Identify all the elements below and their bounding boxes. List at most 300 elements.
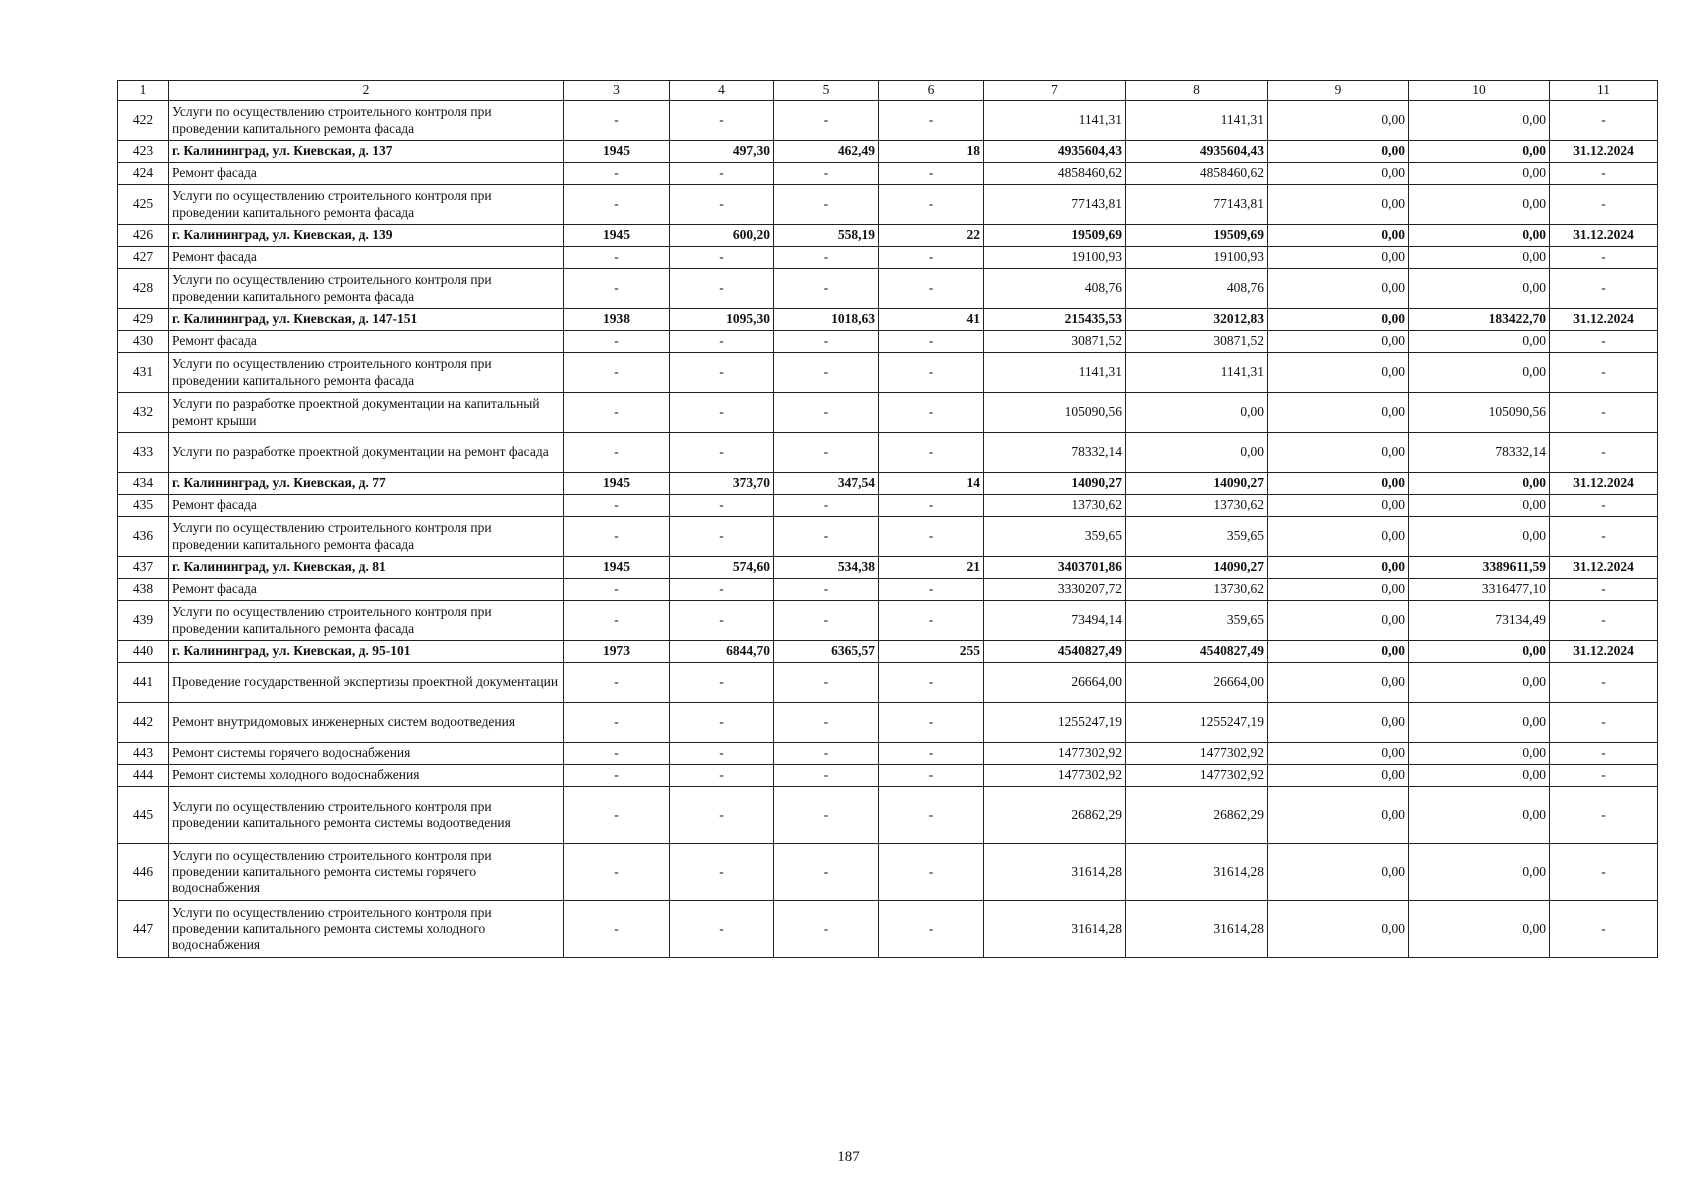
- column-8-cell: 408,76: [1126, 269, 1268, 309]
- column-11-cell: -: [1550, 331, 1658, 353]
- column-4-cell: 373,70: [670, 473, 774, 495]
- table-row: [118, 743, 1658, 765]
- column-7-cell: 19100,93: [984, 247, 1126, 269]
- column-11-cell: -: [1550, 185, 1658, 225]
- column-6-cell: -: [879, 844, 984, 901]
- column-6-cell: 22: [879, 225, 984, 247]
- column-9-cell: 0,00: [1268, 579, 1409, 601]
- row-number-cell: 430: [118, 331, 169, 353]
- column-10-cell: 0,00: [1409, 663, 1550, 703]
- column-9-cell: 0,00: [1268, 517, 1409, 557]
- column-5-cell: 6365,57: [774, 641, 879, 663]
- column-7-cell: 1141,31: [984, 101, 1126, 141]
- row-number-cell: 445: [118, 787, 169, 844]
- column-5-cell: -: [774, 844, 879, 901]
- row-number-cell: 431: [118, 353, 169, 393]
- column-4-cell: -: [670, 663, 774, 703]
- column-5-cell: 347,54: [774, 473, 879, 495]
- column-7-cell: 26664,00: [984, 663, 1126, 703]
- column-10-cell: 0,00: [1409, 495, 1550, 517]
- column-4-cell: 1095,30: [670, 309, 774, 331]
- column-9-cell: 0,00: [1268, 247, 1409, 269]
- column-number-9: 9: [1268, 81, 1409, 101]
- row-number-cell: 428: [118, 269, 169, 309]
- column-9-cell: 0,00: [1268, 473, 1409, 495]
- column-3-cell: -: [564, 787, 670, 844]
- column-5-cell: -: [774, 601, 879, 641]
- column-3-cell: 1945: [564, 141, 670, 163]
- column-3-cell: -: [564, 331, 670, 353]
- column-6-cell: -: [879, 787, 984, 844]
- column-10-cell: 0,00: [1409, 765, 1550, 787]
- column-5-cell: 534,38: [774, 557, 879, 579]
- column-6-cell: -: [879, 101, 984, 141]
- column-6-cell: 18: [879, 141, 984, 163]
- column-8-cell: 14090,27: [1126, 557, 1268, 579]
- description-cell: Услуги по осуществлению строительного контроля при проведении капитального ремонта фасада: [169, 269, 564, 309]
- column-6-cell: 14: [879, 473, 984, 495]
- column-number-6: 6: [879, 81, 984, 101]
- column-8-cell: 4858460,62: [1126, 163, 1268, 185]
- column-3-cell: -: [564, 703, 670, 743]
- column-8-cell: 0,00: [1126, 393, 1268, 433]
- column-4-cell: 600,20: [670, 225, 774, 247]
- column-11-cell: -: [1550, 495, 1658, 517]
- column-6-cell: -: [879, 433, 984, 473]
- column-8-cell: 14090,27: [1126, 473, 1268, 495]
- description-cell: Услуги по разработке проектной документации на ремонт фасада: [169, 433, 564, 473]
- column-11-cell: 31.12.2024: [1550, 141, 1658, 163]
- column-4-cell: -: [670, 517, 774, 557]
- column-4-cell: -: [670, 495, 774, 517]
- column-10-cell: 3316477,10: [1409, 579, 1550, 601]
- column-7-cell: 3330207,72: [984, 579, 1126, 601]
- column-7-cell: 4858460,62: [984, 163, 1126, 185]
- column-11-cell: -: [1550, 901, 1658, 958]
- table-row: [118, 765, 1658, 787]
- column-11-cell: -: [1550, 765, 1658, 787]
- column-7-cell: 31614,28: [984, 844, 1126, 901]
- column-4-cell: -: [670, 844, 774, 901]
- column-6-cell: -: [879, 901, 984, 958]
- column-10-cell: 0,00: [1409, 163, 1550, 185]
- column-3-cell: -: [564, 163, 670, 185]
- column-5-cell: -: [774, 185, 879, 225]
- column-5-cell: -: [774, 495, 879, 517]
- column-3-cell: 1938: [564, 309, 670, 331]
- column-5-cell: -: [774, 269, 879, 309]
- column-9-cell: 0,00: [1268, 703, 1409, 743]
- column-6-cell: -: [879, 331, 984, 353]
- row-number-cell: 424: [118, 163, 169, 185]
- column-9-cell: 0,00: [1268, 844, 1409, 901]
- column-10-cell: 0,00: [1409, 641, 1550, 663]
- column-8-cell: 31614,28: [1126, 901, 1268, 958]
- description-cell: Ремонт системы горячего водоснабжения: [169, 743, 564, 765]
- column-6-cell: -: [879, 743, 984, 765]
- column-7-cell: 30871,52: [984, 331, 1126, 353]
- description-cell: Услуги по осуществлению строительного контроля при проведении капитального ремонта фасада: [169, 185, 564, 225]
- column-11-cell: -: [1550, 579, 1658, 601]
- address-row: [118, 473, 1658, 495]
- column-6-cell: -: [879, 495, 984, 517]
- column-9-cell: 0,00: [1268, 225, 1409, 247]
- column-8-cell: 0,00: [1126, 433, 1268, 473]
- column-9-cell: 0,00: [1268, 495, 1409, 517]
- column-10-cell: 0,00: [1409, 269, 1550, 309]
- table-row: [118, 517, 1658, 557]
- address-row: [118, 309, 1658, 331]
- column-9-cell: 0,00: [1268, 433, 1409, 473]
- description-cell: Услуги по разработке проектной документации на капитальный ремонт крыши: [169, 393, 564, 433]
- column-7-cell: 1255247,19: [984, 703, 1126, 743]
- column-number-2: 2: [169, 81, 564, 101]
- column-3-cell: -: [564, 393, 670, 433]
- column-4-cell: -: [670, 703, 774, 743]
- description-cell: Ремонт фасада: [169, 495, 564, 517]
- column-8-cell: 26664,00: [1126, 663, 1268, 703]
- column-7-cell: 4540827,49: [984, 641, 1126, 663]
- row-number-cell: 436: [118, 517, 169, 557]
- row-number-cell: 427: [118, 247, 169, 269]
- description-cell: Услуги по осуществлению строительного контроля при проведении капитального ремонта фасада: [169, 517, 564, 557]
- column-3-cell: -: [564, 743, 670, 765]
- column-11-cell: -: [1550, 703, 1658, 743]
- column-10-cell: 0,00: [1409, 353, 1550, 393]
- column-5-cell: -: [774, 663, 879, 703]
- column-11-cell: -: [1550, 353, 1658, 393]
- column-11-cell: -: [1550, 743, 1658, 765]
- column-3-cell: -: [564, 601, 670, 641]
- description-cell: Услуги по осуществлению строительного контроля при проведении капитального ремонта фасада: [169, 101, 564, 141]
- column-10-cell: 0,00: [1409, 517, 1550, 557]
- column-3-cell: 1945: [564, 473, 670, 495]
- column-5-cell: 558,19: [774, 225, 879, 247]
- column-8-cell: 1477302,92: [1126, 743, 1268, 765]
- column-7-cell: 359,65: [984, 517, 1126, 557]
- row-number-cell: 423: [118, 141, 169, 163]
- description-cell: Ремонт внутридомовых инженерных систем водоотведения: [169, 703, 564, 743]
- column-9-cell: 0,00: [1268, 765, 1409, 787]
- description-cell: Ремонт фасада: [169, 331, 564, 353]
- column-8-cell: 1141,31: [1126, 101, 1268, 141]
- column-5-cell: -: [774, 163, 879, 185]
- column-11-cell: -: [1550, 101, 1658, 141]
- row-number-cell: 426: [118, 225, 169, 247]
- column-3-cell: -: [564, 101, 670, 141]
- description-cell: Ремонт фасада: [169, 579, 564, 601]
- column-7-cell: 13730,62: [984, 495, 1126, 517]
- column-10-cell: 0,00: [1409, 787, 1550, 844]
- column-6-cell: -: [879, 703, 984, 743]
- column-9-cell: 0,00: [1268, 185, 1409, 225]
- column-number-1: 1: [118, 81, 169, 101]
- column-6-cell: 255: [879, 641, 984, 663]
- description-cell: г. Калининград, ул. Киевская, д. 95-101: [169, 641, 564, 663]
- table-row: [118, 163, 1658, 185]
- column-7-cell: 4935604,43: [984, 141, 1126, 163]
- column-3-cell: -: [564, 495, 670, 517]
- column-6-cell: 21: [879, 557, 984, 579]
- column-6-cell: -: [879, 163, 984, 185]
- column-8-cell: 19100,93: [1126, 247, 1268, 269]
- column-4-cell: -: [670, 269, 774, 309]
- column-9-cell: 0,00: [1268, 393, 1409, 433]
- page-number: 187: [837, 1149, 860, 1165]
- column-4-cell: 497,30: [670, 141, 774, 163]
- table-row: [118, 844, 1658, 901]
- table-row: [118, 703, 1658, 743]
- column-7-cell: 105090,56: [984, 393, 1126, 433]
- row-number-cell: 434: [118, 473, 169, 495]
- description-cell: Ремонт фасада: [169, 163, 564, 185]
- row-number-cell: 432: [118, 393, 169, 433]
- column-10-cell: 0,00: [1409, 473, 1550, 495]
- column-8-cell: 32012,83: [1126, 309, 1268, 331]
- row-number-cell: 447: [118, 901, 169, 958]
- column-4-cell: -: [670, 247, 774, 269]
- column-9-cell: 0,00: [1268, 743, 1409, 765]
- column-4-cell: -: [670, 579, 774, 601]
- column-6-cell: -: [879, 269, 984, 309]
- column-10-cell: 105090,56: [1409, 393, 1550, 433]
- column-10-cell: 0,00: [1409, 901, 1550, 958]
- row-number-cell: 439: [118, 601, 169, 641]
- column-10-cell: 0,00: [1409, 743, 1550, 765]
- column-10-cell: 0,00: [1409, 185, 1550, 225]
- column-6-cell: -: [879, 765, 984, 787]
- description-cell: Ремонт фасада: [169, 247, 564, 269]
- table-row: [118, 393, 1658, 433]
- table-row: [118, 901, 1658, 958]
- column-3-cell: -: [564, 353, 670, 393]
- column-3-cell: -: [564, 901, 670, 958]
- address-row: [118, 557, 1658, 579]
- row-number-cell: 425: [118, 185, 169, 225]
- column-3-cell: -: [564, 765, 670, 787]
- column-8-cell: 1255247,19: [1126, 703, 1268, 743]
- column-6-cell: -: [879, 247, 984, 269]
- column-5-cell: -: [774, 787, 879, 844]
- column-9-cell: 0,00: [1268, 901, 1409, 958]
- column-5-cell: -: [774, 331, 879, 353]
- column-10-cell: 0,00: [1409, 703, 1550, 743]
- column-number-8: 8: [1126, 81, 1268, 101]
- column-4-cell: 574,60: [670, 557, 774, 579]
- column-7-cell: 215435,53: [984, 309, 1126, 331]
- table-row: [118, 101, 1658, 141]
- column-9-cell: 0,00: [1268, 309, 1409, 331]
- column-6-cell: -: [879, 601, 984, 641]
- column-3-cell: 1973: [564, 641, 670, 663]
- column-10-cell: 3389611,59: [1409, 557, 1550, 579]
- table-body: [118, 81, 1658, 958]
- column-11-cell: 31.12.2024: [1550, 473, 1658, 495]
- column-10-cell: 0,00: [1409, 331, 1550, 353]
- column-5-cell: -: [774, 353, 879, 393]
- address-row: [118, 225, 1658, 247]
- column-9-cell: 0,00: [1268, 331, 1409, 353]
- row-number-cell: 435: [118, 495, 169, 517]
- column-6-cell: -: [879, 393, 984, 433]
- description-cell: Услуги по осуществлению строительного контроля при проведении капитального ремонта системы водоотведения: [169, 787, 564, 844]
- column-11-cell: -: [1550, 393, 1658, 433]
- table-row: [118, 787, 1658, 844]
- column-6-cell: -: [879, 663, 984, 703]
- column-8-cell: 13730,62: [1126, 579, 1268, 601]
- column-10-cell: 183422,70: [1409, 309, 1550, 331]
- column-6-cell: 41: [879, 309, 984, 331]
- column-5-cell: -: [774, 579, 879, 601]
- column-4-cell: -: [670, 787, 774, 844]
- column-7-cell: 78332,14: [984, 433, 1126, 473]
- table-row: [118, 247, 1658, 269]
- column-8-cell: 359,65: [1126, 601, 1268, 641]
- table-row: [118, 433, 1658, 473]
- column-11-cell: -: [1550, 601, 1658, 641]
- row-number-cell: 446: [118, 844, 169, 901]
- row-number-cell: 440: [118, 641, 169, 663]
- column-3-cell: 1945: [564, 557, 670, 579]
- column-7-cell: 73494,14: [984, 601, 1126, 641]
- column-9-cell: 0,00: [1268, 269, 1409, 309]
- column-9-cell: 0,00: [1268, 663, 1409, 703]
- column-8-cell: 31614,28: [1126, 844, 1268, 901]
- column-11-cell: -: [1550, 247, 1658, 269]
- table-row: [118, 185, 1658, 225]
- description-cell: Услуги по осуществлению строительного контроля при проведении капитального ремонта системы горячего водоснабжения: [169, 844, 564, 901]
- column-6-cell: -: [879, 353, 984, 393]
- table-row: [118, 269, 1658, 309]
- column-8-cell: 77143,81: [1126, 185, 1268, 225]
- description-cell: Услуги по осуществлению строительного контроля при проведении капитального ремонта системы холодного водоснабжения: [169, 901, 564, 958]
- column-5-cell: -: [774, 765, 879, 787]
- column-4-cell: 6844,70: [670, 641, 774, 663]
- row-number-cell: 444: [118, 765, 169, 787]
- description-cell: Услуги по осуществлению строительного контроля при проведении капитального ремонта фасада: [169, 353, 564, 393]
- column-number-10: 10: [1409, 81, 1550, 101]
- column-7-cell: 408,76: [984, 269, 1126, 309]
- column-4-cell: -: [670, 601, 774, 641]
- description-cell: г. Калининград, ул. Киевская, д. 81: [169, 557, 564, 579]
- column-4-cell: -: [670, 901, 774, 958]
- description-cell: Ремонт системы холодного водоснабжения: [169, 765, 564, 787]
- column-3-cell: -: [564, 185, 670, 225]
- column-8-cell: 30871,52: [1126, 331, 1268, 353]
- column-4-cell: -: [670, 101, 774, 141]
- column-11-cell: 31.12.2024: [1550, 225, 1658, 247]
- description-cell: Услуги по осуществлению строительного контроля при проведении капитального ремонта фасада: [169, 601, 564, 641]
- column-number-3: 3: [564, 81, 670, 101]
- column-10-cell: 78332,14: [1409, 433, 1550, 473]
- row-number-cell: 429: [118, 309, 169, 331]
- column-5-cell: -: [774, 703, 879, 743]
- column-5-cell: -: [774, 743, 879, 765]
- column-10-cell: 0,00: [1409, 101, 1550, 141]
- column-9-cell: 0,00: [1268, 353, 1409, 393]
- table-row: [118, 353, 1658, 393]
- column-8-cell: 359,65: [1126, 517, 1268, 557]
- column-7-cell: 77143,81: [984, 185, 1126, 225]
- column-8-cell: 4540827,49: [1126, 641, 1268, 663]
- column-3-cell: -: [564, 579, 670, 601]
- column-4-cell: -: [670, 393, 774, 433]
- column-11-cell: -: [1550, 517, 1658, 557]
- column-5-cell: -: [774, 393, 879, 433]
- column-9-cell: 0,00: [1268, 787, 1409, 844]
- column-9-cell: 0,00: [1268, 141, 1409, 163]
- column-9-cell: 0,00: [1268, 557, 1409, 579]
- column-6-cell: -: [879, 579, 984, 601]
- column-10-cell: 0,00: [1409, 844, 1550, 901]
- column-11-cell: -: [1550, 269, 1658, 309]
- column-5-cell: -: [774, 433, 879, 473]
- description-cell: г. Калининград, ул. Киевская, д. 77: [169, 473, 564, 495]
- column-6-cell: -: [879, 185, 984, 225]
- column-7-cell: 3403701,86: [984, 557, 1126, 579]
- column-5-cell: -: [774, 247, 879, 269]
- column-5-cell: -: [774, 101, 879, 141]
- works-table: [117, 80, 1658, 958]
- column-number-header-row: [118, 81, 1658, 101]
- column-number-5: 5: [774, 81, 879, 101]
- column-4-cell: -: [670, 353, 774, 393]
- column-7-cell: 31614,28: [984, 901, 1126, 958]
- row-number-cell: 433: [118, 433, 169, 473]
- column-4-cell: -: [670, 433, 774, 473]
- column-10-cell: 0,00: [1409, 225, 1550, 247]
- description-cell: Проведение государственной экспертизы проектной документации: [169, 663, 564, 703]
- column-11-cell: 31.12.2024: [1550, 557, 1658, 579]
- row-number-cell: 441: [118, 663, 169, 703]
- table-row: [118, 601, 1658, 641]
- column-8-cell: 26862,29: [1126, 787, 1268, 844]
- row-number-cell: 442: [118, 703, 169, 743]
- column-4-cell: -: [670, 765, 774, 787]
- column-4-cell: -: [670, 163, 774, 185]
- column-3-cell: -: [564, 517, 670, 557]
- column-6-cell: -: [879, 517, 984, 557]
- column-3-cell: -: [564, 433, 670, 473]
- row-number-cell: 422: [118, 101, 169, 141]
- column-11-cell: 31.12.2024: [1550, 309, 1658, 331]
- description-cell: г. Калининград, ул. Киевская, д. 147-151: [169, 309, 564, 331]
- column-5-cell: -: [774, 517, 879, 557]
- column-10-cell: 73134,49: [1409, 601, 1550, 641]
- column-8-cell: 1477302,92: [1126, 765, 1268, 787]
- column-number-4: 4: [670, 81, 774, 101]
- row-number-cell: 443: [118, 743, 169, 765]
- column-4-cell: -: [670, 185, 774, 225]
- column-3-cell: -: [564, 247, 670, 269]
- column-11-cell: -: [1550, 163, 1658, 185]
- column-11-cell: -: [1550, 663, 1658, 703]
- table-row: [118, 331, 1658, 353]
- description-cell: г. Калининград, ул. Киевская, д. 139: [169, 225, 564, 247]
- column-4-cell: -: [670, 743, 774, 765]
- table-row: [118, 579, 1658, 601]
- column-7-cell: 1141,31: [984, 353, 1126, 393]
- column-7-cell: 26862,29: [984, 787, 1126, 844]
- column-5-cell: 1018,63: [774, 309, 879, 331]
- column-7-cell: 1477302,92: [984, 765, 1126, 787]
- column-4-cell: -: [670, 331, 774, 353]
- column-10-cell: 0,00: [1409, 141, 1550, 163]
- column-11-cell: 31.12.2024: [1550, 641, 1658, 663]
- column-11-cell: -: [1550, 433, 1658, 473]
- column-8-cell: 19509,69: [1126, 225, 1268, 247]
- column-7-cell: 19509,69: [984, 225, 1126, 247]
